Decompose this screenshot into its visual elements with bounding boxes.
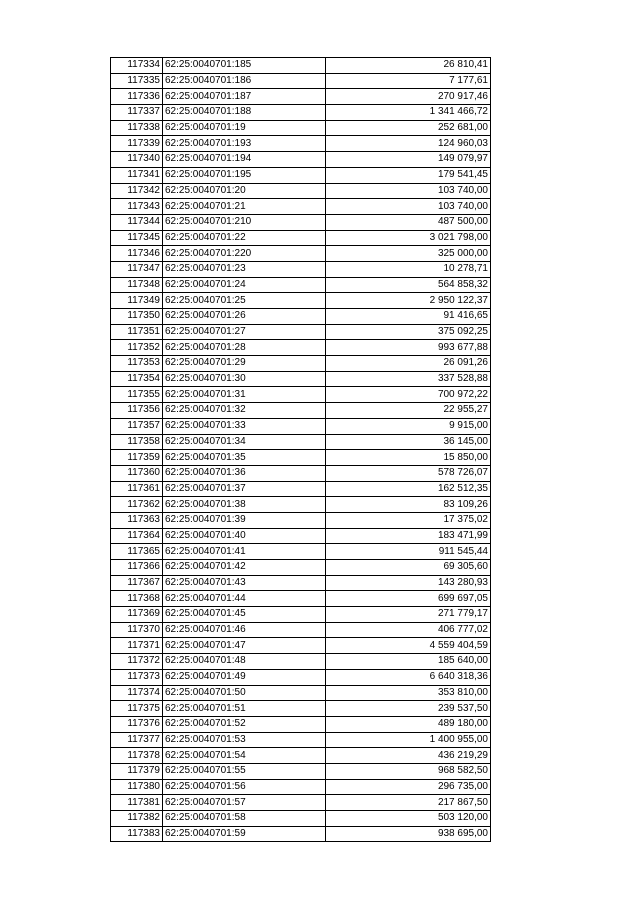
table-row xyxy=(111,89,491,105)
table-row xyxy=(111,544,491,560)
table-row xyxy=(111,481,491,497)
cadastral-value-cell: 578 726,07 xyxy=(326,465,491,481)
cadastral-number-cell: 62:25:0040701:44 xyxy=(163,591,326,607)
cadastral-number-cell: 62:25:0040701:33 xyxy=(163,418,326,434)
row-number-cell: 117342 xyxy=(111,183,163,199)
row-number-cell: 117345 xyxy=(111,230,163,246)
cadastral-value-cell: 185 640,00 xyxy=(326,654,491,670)
table-row xyxy=(111,58,491,74)
cadastral-number-cell: 62:25:0040701:55 xyxy=(163,763,326,779)
table-row xyxy=(111,654,491,670)
cadastral-number-cell: 62:25:0040701:220 xyxy=(163,246,326,262)
row-number-cell: 117378 xyxy=(111,748,163,764)
table-row xyxy=(111,136,491,152)
row-number-cell: 117375 xyxy=(111,701,163,717)
table-row xyxy=(111,309,491,325)
table-row xyxy=(111,371,491,387)
cadastral-number-cell: 62:25:0040701:43 xyxy=(163,575,326,591)
cadastral-number-cell: 62:25:0040701:50 xyxy=(163,685,326,701)
cadastral-number-cell: 62:25:0040701:20 xyxy=(163,183,326,199)
cadastral-number-cell: 62:25:0040701:41 xyxy=(163,544,326,560)
table-row xyxy=(111,732,491,748)
cadastral-value-cell: 489 180,00 xyxy=(326,716,491,732)
cadastral-value-cell: 252 681,00 xyxy=(326,120,491,136)
cadastral-number-cell: 62:25:0040701:24 xyxy=(163,277,326,293)
cadastral-value-cell: 149 079,97 xyxy=(326,152,491,168)
cadastral-value-cell: 700 972,22 xyxy=(326,387,491,403)
row-number-cell: 117337 xyxy=(111,105,163,121)
row-number-cell: 117369 xyxy=(111,607,163,623)
table-row xyxy=(111,214,491,230)
cadastral-number-cell: 62:25:0040701:29 xyxy=(163,356,326,372)
table-body xyxy=(111,58,491,842)
cadastral-number-cell: 62:25:0040701:48 xyxy=(163,654,326,670)
row-number-cell: 117346 xyxy=(111,246,163,262)
cadastral-value-cell: 699 697,05 xyxy=(326,591,491,607)
cadastral-value-cell: 564 858,32 xyxy=(326,277,491,293)
cadastral-value-cell: 337 528,88 xyxy=(326,371,491,387)
cadastral-value-cell: 6 640 318,36 xyxy=(326,669,491,685)
cadastral-value-cell: 271 779,17 xyxy=(326,607,491,623)
cadastral-number-cell: 62:25:0040701:23 xyxy=(163,261,326,277)
cadastral-number-cell: 62:25:0040701:187 xyxy=(163,89,326,105)
row-number-cell: 117350 xyxy=(111,309,163,325)
cadastral-number-cell: 62:25:0040701:36 xyxy=(163,465,326,481)
row-number-cell: 117343 xyxy=(111,199,163,215)
table-row xyxy=(111,795,491,811)
cadastral-value-cell: 487 500,00 xyxy=(326,214,491,230)
table-row xyxy=(111,607,491,623)
cadastral-value-cell: 69 305,60 xyxy=(326,560,491,576)
table-row xyxy=(111,183,491,199)
table-row xyxy=(111,763,491,779)
row-number-cell: 117359 xyxy=(111,450,163,466)
row-number-cell: 117334 xyxy=(111,58,163,74)
table-row xyxy=(111,403,491,419)
cadastral-number-cell: 62:25:0040701:45 xyxy=(163,607,326,623)
row-number-cell: 117340 xyxy=(111,152,163,168)
row-number-cell: 117351 xyxy=(111,324,163,340)
row-number-cell: 117381 xyxy=(111,795,163,811)
cadastral-value-cell: 436 219,29 xyxy=(326,748,491,764)
cadastral-number-cell: 62:25:0040701:21 xyxy=(163,199,326,215)
cadastral-number-cell: 62:25:0040701:188 xyxy=(163,105,326,121)
row-number-cell: 117341 xyxy=(111,167,163,183)
cadastral-value-cell: 143 280,93 xyxy=(326,575,491,591)
table-row xyxy=(111,465,491,481)
cadastral-number-cell: 62:25:0040701:186 xyxy=(163,73,326,89)
row-number-cell: 117363 xyxy=(111,512,163,528)
cadastral-number-cell: 62:25:0040701:22 xyxy=(163,230,326,246)
row-number-cell: 117353 xyxy=(111,356,163,372)
cadastral-value-cell: 296 735,00 xyxy=(326,779,491,795)
row-number-cell: 117374 xyxy=(111,685,163,701)
cadastral-value-cell: 7 177,61 xyxy=(326,73,491,89)
cadastral-number-cell: 62:25:0040701:25 xyxy=(163,293,326,309)
cadastral-number-cell: 62:25:0040701:40 xyxy=(163,528,326,544)
cadastral-number-cell: 62:25:0040701:35 xyxy=(163,450,326,466)
cadastral-value-cell: 15 850,00 xyxy=(326,450,491,466)
cadastral-number-cell: 62:25:0040701:26 xyxy=(163,309,326,325)
cadastral-number-cell: 62:25:0040701:37 xyxy=(163,481,326,497)
table-row xyxy=(111,246,491,262)
cadastral-number-cell: 62:25:0040701:58 xyxy=(163,811,326,827)
cadastral-value-cell: 162 512,35 xyxy=(326,481,491,497)
cadastral-number-cell: 62:25:0040701:46 xyxy=(163,622,326,638)
table-row xyxy=(111,591,491,607)
cadastral-number-cell: 62:25:0040701:28 xyxy=(163,340,326,356)
table-row xyxy=(111,575,491,591)
cadastral-number-cell: 62:25:0040701:42 xyxy=(163,560,326,576)
table-row xyxy=(111,199,491,215)
table-row xyxy=(111,324,491,340)
row-number-cell: 117356 xyxy=(111,403,163,419)
row-number-cell: 117338 xyxy=(111,120,163,136)
row-number-cell: 117354 xyxy=(111,371,163,387)
cadastral-number-cell: 62:25:0040701:56 xyxy=(163,779,326,795)
cadastral-value-cell: 239 537,50 xyxy=(326,701,491,717)
row-number-cell: 117361 xyxy=(111,481,163,497)
cadastral-value-cell: 2 950 122,37 xyxy=(326,293,491,309)
cadastral-value-cell: 83 109,26 xyxy=(326,497,491,513)
cadastral-value-cell: 993 677,88 xyxy=(326,340,491,356)
cadastral-number-cell: 62:25:0040701:27 xyxy=(163,324,326,340)
row-number-cell: 117380 xyxy=(111,779,163,795)
table-row xyxy=(111,230,491,246)
cadastral-number-cell: 62:25:0040701:49 xyxy=(163,669,326,685)
cadastral-value-table xyxy=(110,57,491,842)
cadastral-number-cell: 62:25:0040701:34 xyxy=(163,434,326,450)
table-row xyxy=(111,105,491,121)
table-row xyxy=(111,167,491,183)
row-number-cell: 117362 xyxy=(111,497,163,513)
cadastral-value-cell: 124 960,03 xyxy=(326,136,491,152)
cadastral-value-cell: 4 559 404,59 xyxy=(326,638,491,654)
cadastral-value-cell: 179 541,45 xyxy=(326,167,491,183)
row-number-cell: 117358 xyxy=(111,434,163,450)
cadastral-value-cell: 503 120,00 xyxy=(326,811,491,827)
table-row xyxy=(111,356,491,372)
cadastral-value-cell: 26 091,26 xyxy=(326,356,491,372)
row-number-cell: 117366 xyxy=(111,560,163,576)
cadastral-number-cell: 62:25:0040701:185 xyxy=(163,58,326,74)
cadastral-value-cell: 103 740,00 xyxy=(326,199,491,215)
cadastral-number-cell: 62:25:0040701:193 xyxy=(163,136,326,152)
row-number-cell: 117377 xyxy=(111,732,163,748)
cadastral-number-cell: 62:25:0040701:59 xyxy=(163,826,326,842)
cadastral-value-cell: 1 341 466,72 xyxy=(326,105,491,121)
cadastral-value-cell: 938 695,00 xyxy=(326,826,491,842)
cadastral-number-cell: 62:25:0040701:210 xyxy=(163,214,326,230)
cadastral-number-cell: 62:25:0040701:51 xyxy=(163,701,326,717)
cadastral-number-cell: 62:25:0040701:57 xyxy=(163,795,326,811)
table-row xyxy=(111,73,491,89)
table-row xyxy=(111,293,491,309)
row-number-cell: 117360 xyxy=(111,465,163,481)
table-row xyxy=(111,418,491,434)
row-number-cell: 117348 xyxy=(111,277,163,293)
table-row xyxy=(111,497,491,513)
cadastral-value-cell: 91 416,65 xyxy=(326,309,491,325)
row-number-cell: 117382 xyxy=(111,811,163,827)
cadastral-value-cell: 911 545,44 xyxy=(326,544,491,560)
cadastral-number-cell: 62:25:0040701:32 xyxy=(163,403,326,419)
cadastral-number-cell: 62:25:0040701:30 xyxy=(163,371,326,387)
row-number-cell: 117370 xyxy=(111,622,163,638)
cadastral-value-cell: 1 400 955,00 xyxy=(326,732,491,748)
cadastral-number-cell: 62:25:0040701:52 xyxy=(163,716,326,732)
row-number-cell: 117336 xyxy=(111,89,163,105)
cadastral-number-cell: 62:25:0040701:38 xyxy=(163,497,326,513)
table-row xyxy=(111,826,491,842)
table-row xyxy=(111,277,491,293)
cadastral-number-cell: 62:25:0040701:31 xyxy=(163,387,326,403)
table-row xyxy=(111,120,491,136)
table-row xyxy=(111,560,491,576)
cadastral-value-cell: 406 777,02 xyxy=(326,622,491,638)
cadastral-value-cell: 26 810,41 xyxy=(326,58,491,74)
row-number-cell: 117383 xyxy=(111,826,163,842)
row-number-cell: 117372 xyxy=(111,654,163,670)
cadastral-number-cell: 62:25:0040701:54 xyxy=(163,748,326,764)
row-number-cell: 117364 xyxy=(111,528,163,544)
table-row xyxy=(111,638,491,654)
row-number-cell: 117373 xyxy=(111,669,163,685)
cadastral-value-cell: 17 375,02 xyxy=(326,512,491,528)
table-row xyxy=(111,811,491,827)
row-number-cell: 117367 xyxy=(111,575,163,591)
table-row xyxy=(111,748,491,764)
row-number-cell: 117349 xyxy=(111,293,163,309)
cadastral-value-cell: 375 092,25 xyxy=(326,324,491,340)
row-number-cell: 117339 xyxy=(111,136,163,152)
row-number-cell: 117371 xyxy=(111,638,163,654)
table-row xyxy=(111,779,491,795)
table-row xyxy=(111,450,491,466)
table-row xyxy=(111,261,491,277)
cadastral-number-cell: 62:25:0040701:53 xyxy=(163,732,326,748)
cadastral-value-cell: 270 917,46 xyxy=(326,89,491,105)
table-row xyxy=(111,152,491,168)
cadastral-number-cell: 62:25:0040701:39 xyxy=(163,512,326,528)
cadastral-value-cell: 968 582,50 xyxy=(326,763,491,779)
row-number-cell: 117379 xyxy=(111,763,163,779)
cadastral-value-cell: 353 810,00 xyxy=(326,685,491,701)
row-number-cell: 117344 xyxy=(111,214,163,230)
cadastral-value-cell: 22 955,27 xyxy=(326,403,491,419)
row-number-cell: 117347 xyxy=(111,261,163,277)
row-number-cell: 117352 xyxy=(111,340,163,356)
table-row xyxy=(111,434,491,450)
row-number-cell: 117355 xyxy=(111,387,163,403)
table-row xyxy=(111,685,491,701)
table-row xyxy=(111,340,491,356)
cadastral-value-cell: 3 021 798,00 xyxy=(326,230,491,246)
table-row xyxy=(111,387,491,403)
cadastral-value-cell: 9 915,00 xyxy=(326,418,491,434)
table-row xyxy=(111,701,491,717)
cadastral-value-cell: 183 471,99 xyxy=(326,528,491,544)
row-number-cell: 117357 xyxy=(111,418,163,434)
table-row xyxy=(111,528,491,544)
cadastral-value-cell: 10 278,71 xyxy=(326,261,491,277)
table-row xyxy=(111,512,491,528)
table-row xyxy=(111,622,491,638)
cadastral-number-cell: 62:25:0040701:195 xyxy=(163,167,326,183)
cadastral-value-cell: 325 000,00 xyxy=(326,246,491,262)
row-number-cell: 117376 xyxy=(111,716,163,732)
row-number-cell: 117335 xyxy=(111,73,163,89)
cadastral-number-cell: 62:25:0040701:194 xyxy=(163,152,326,168)
cadastral-number-cell: 62:25:0040701:47 xyxy=(163,638,326,654)
cadastral-value-cell: 217 867,50 xyxy=(326,795,491,811)
row-number-cell: 117368 xyxy=(111,591,163,607)
cadastral-value-cell: 103 740,00 xyxy=(326,183,491,199)
cadastral-number-cell: 62:25:0040701:19 xyxy=(163,120,326,136)
row-number-cell: 117365 xyxy=(111,544,163,560)
table-row xyxy=(111,716,491,732)
table-row xyxy=(111,669,491,685)
cadastral-value-cell: 36 145,00 xyxy=(326,434,491,450)
